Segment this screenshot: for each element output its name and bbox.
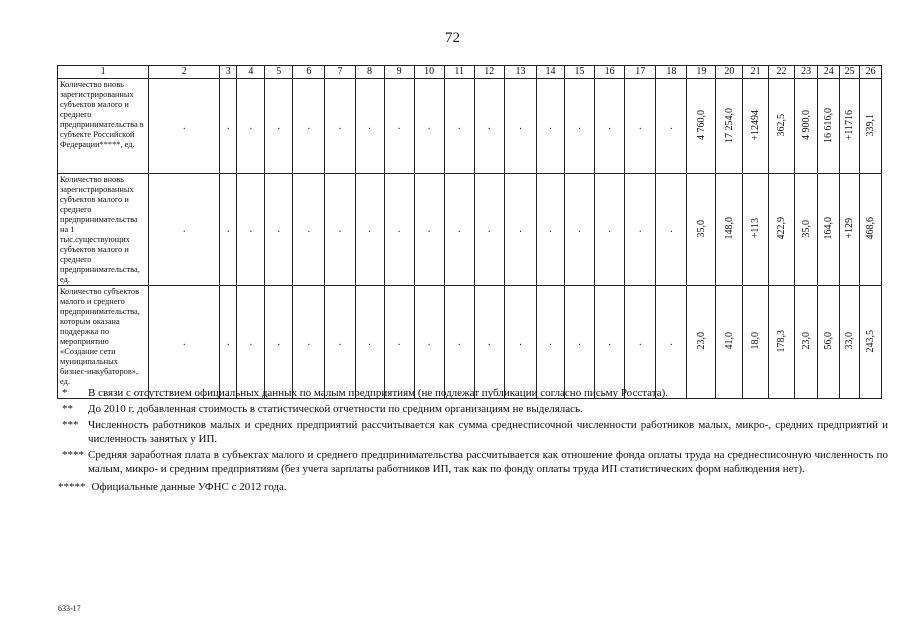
column-header: 10: [414, 66, 444, 79]
footnote: [58, 418, 888, 446]
cell-value: 23,0: [800, 332, 812, 350]
cell-value: 362,5: [775, 113, 787, 137]
footnote-text: До 2010 г. добавленная стоимость в статистической отчетности по средним организациям не выделялась.: [88, 403, 583, 415]
cell-value: 178,3: [775, 329, 787, 353]
cell-value: 422,9: [775, 217, 787, 240]
column-header: 9: [384, 66, 414, 79]
cell-value: +11716: [844, 109, 856, 141]
cell-value: 243,5: [865, 329, 877, 353]
empty-cell-dot: .: [414, 286, 444, 399]
cell-value: +12494: [750, 109, 762, 141]
cell-value: 35,0: [695, 219, 707, 238]
column-header: 4: [237, 66, 265, 79]
cell-value: 16 616,0: [823, 107, 835, 143]
empty-cell-dot: .: [537, 286, 565, 399]
column-header: 19: [687, 66, 716, 79]
empty-cell-dot: .: [237, 79, 265, 174]
empty-cell-dot: .: [504, 174, 536, 286]
column-header: 20: [716, 66, 743, 79]
cell-value: +113: [750, 218, 762, 239]
footnote-text: Средняя заработная плата в субъектах малого и среднего предпринимательства рассчитывается как отношение фонда оплаты труда на среднесписочную численность по малым, микро- и средним предприятиям (без учета зарплаты работников ИП, так как по фонду оплаты труда ИП статистических форм наблюдения нет).: [88, 449, 888, 475]
value-cell: [743, 286, 769, 399]
value-cell: [687, 286, 716, 399]
empty-cell-dot: .: [355, 286, 384, 399]
footnote: [58, 402, 888, 416]
table-row: [58, 79, 882, 174]
cell-value: 23,0: [695, 332, 707, 350]
value-cell: [839, 174, 859, 286]
empty-cell-dot: .: [149, 79, 220, 174]
column-header: 1: [58, 66, 149, 79]
value-cell: [769, 79, 795, 174]
column-header: 7: [325, 66, 355, 79]
empty-cell-dot: .: [564, 286, 594, 399]
cell-value: 339,1: [865, 113, 877, 137]
empty-cell-dot: .: [325, 174, 355, 286]
value-cell: [716, 174, 743, 286]
column-header: 15: [564, 66, 594, 79]
footnote: [58, 480, 888, 494]
page-number: 72: [445, 30, 460, 46]
footnote: [58, 448, 888, 476]
column-header: 12: [474, 66, 504, 79]
value-cell: [687, 174, 716, 286]
empty-cell-dot: .: [504, 79, 536, 174]
empty-cell-dot: .: [504, 286, 536, 399]
value-cell: [769, 174, 795, 286]
empty-cell-dot: .: [355, 79, 384, 174]
value-cell: [794, 79, 818, 174]
empty-cell-dot: .: [149, 174, 220, 286]
empty-cell-dot: .: [595, 286, 625, 399]
cell-value: 468,6: [865, 217, 877, 240]
footnote-text: В связи с отсутствием официальных данных по малым предприятиям (не подлежат публикации согласно письму Росстата).: [88, 387, 668, 399]
column-header: 6: [293, 66, 325, 79]
value-cell: [839, 79, 859, 174]
empty-cell-dot: .: [625, 174, 656, 286]
empty-cell-dot: .: [564, 79, 594, 174]
empty-cell-dot: .: [325, 79, 355, 174]
empty-cell-dot: .: [474, 286, 504, 399]
value-cell: [839, 286, 859, 399]
empty-cell-dot: .: [220, 174, 237, 286]
footnote-mark: ****: [62, 449, 84, 461]
empty-cell-dot: .: [293, 286, 325, 399]
empty-cell-dot: .: [474, 79, 504, 174]
empty-cell-dot: .: [265, 79, 293, 174]
cell-value: 18,0: [750, 332, 762, 350]
empty-cell-dot: .: [625, 286, 656, 399]
empty-cell-dot: .: [564, 174, 594, 286]
column-header: 22: [769, 66, 795, 79]
empty-cell-dot: .: [656, 286, 687, 399]
table-header-row: [58, 66, 882, 79]
empty-cell-dot: .: [384, 79, 414, 174]
column-header: 14: [537, 66, 565, 79]
empty-cell-dot: .: [384, 286, 414, 399]
cell-value: 41,0: [723, 332, 735, 350]
value-cell: [860, 79, 882, 174]
cell-value: 56,0: [823, 332, 835, 350]
value-cell: [743, 174, 769, 286]
empty-cell-dot: .: [220, 79, 237, 174]
row-label: Количество вновь зарегистрированных субъектов малого и среднего предпринимательства в субъекте Российской Федерации*****, ед.: [58, 79, 149, 174]
table-row: [58, 286, 882, 399]
empty-cell-dot: .: [220, 286, 237, 399]
empty-cell-dot: .: [656, 79, 687, 174]
page-code: 633-17: [58, 604, 81, 613]
footnote-mark: *: [62, 387, 68, 399]
empty-cell-dot: .: [265, 286, 293, 399]
empty-cell-dot: .: [474, 174, 504, 286]
value-cell: [716, 79, 743, 174]
cell-value: 33,0: [844, 332, 856, 350]
value-cell: [769, 286, 795, 399]
empty-cell-dot: .: [355, 174, 384, 286]
empty-cell-dot: .: [414, 174, 444, 286]
column-header: 3: [220, 66, 237, 79]
empty-cell-dot: .: [293, 174, 325, 286]
column-header: 2: [149, 66, 220, 79]
value-cell: [860, 286, 882, 399]
row-label: Количество субъектов малого и среднего предпринимательства, которым оказана поддержка по мероприятию «Создание сети муниципальных бизнес-инкубаторов», ед.: [58, 286, 149, 399]
value-cell: [818, 174, 839, 286]
value-cell: [818, 286, 839, 399]
cell-value: 4 760,0: [695, 110, 707, 140]
column-header: 8: [355, 66, 384, 79]
footnote-mark: *****: [58, 481, 86, 493]
empty-cell-dot: .: [384, 174, 414, 286]
empty-cell-dot: .: [149, 286, 220, 399]
value-cell: [794, 286, 818, 399]
empty-cell-dot: .: [656, 174, 687, 286]
empty-cell-dot: .: [414, 79, 444, 174]
row-label: Количество вновь зарегистрированных субъектов малого и среднего предпринимательства на 1 тыс.существующих субъектов малого и среднего предпринимательства, ед.: [58, 174, 149, 286]
value-cell: [743, 79, 769, 174]
value-cell: [860, 174, 882, 286]
footnotes: [58, 384, 888, 494]
empty-cell-dot: .: [537, 79, 565, 174]
value-cell: [794, 174, 818, 286]
value-cell: [716, 286, 743, 399]
footnote-mark: ***: [62, 419, 79, 431]
footnote: [58, 386, 888, 400]
empty-cell-dot: .: [237, 286, 265, 399]
cell-value: 148,0: [723, 217, 735, 240]
value-cell: [818, 79, 839, 174]
column-header: 16: [595, 66, 625, 79]
column-header: 24: [818, 66, 839, 79]
cell-value: +129: [844, 218, 856, 239]
empty-cell-dot: .: [237, 174, 265, 286]
cell-value: 35,0: [800, 219, 812, 238]
empty-cell-dot: .: [444, 79, 474, 174]
cell-value: 164,0: [823, 217, 835, 240]
empty-cell-dot: .: [595, 174, 625, 286]
empty-cell-dot: .: [595, 79, 625, 174]
cell-value: 4 900,0: [800, 110, 812, 140]
empty-cell-dot: .: [325, 286, 355, 399]
empty-cell-dot: .: [265, 174, 293, 286]
value-cell: [687, 79, 716, 174]
table-row: [58, 174, 882, 286]
footnote-mark: **: [62, 403, 73, 415]
empty-cell-dot: .: [444, 174, 474, 286]
column-header: 25: [839, 66, 859, 79]
cell-value: 17 254,0: [723, 107, 735, 143]
empty-cell-dot: .: [625, 79, 656, 174]
column-header: 17: [625, 66, 656, 79]
column-header: 26: [860, 66, 882, 79]
empty-cell-dot: .: [293, 79, 325, 174]
column-header: 23: [794, 66, 818, 79]
column-header: 13: [504, 66, 536, 79]
column-header: 21: [743, 66, 769, 79]
footnote-text: Официальные данные УФНС с 2012 года.: [91, 481, 287, 493]
empty-cell-dot: .: [444, 286, 474, 399]
column-header: 18: [656, 66, 687, 79]
column-header: 5: [265, 66, 293, 79]
empty-cell-dot: .: [537, 174, 565, 286]
column-header: 11: [444, 66, 474, 79]
statistics-table: [57, 65, 882, 399]
footnote-text: Численность работников малых и средних предприятий рассчитывается как сумма среднесписочной численности работников малых, микро-, средних предприятий и численность занятых у ИП.: [88, 419, 888, 445]
